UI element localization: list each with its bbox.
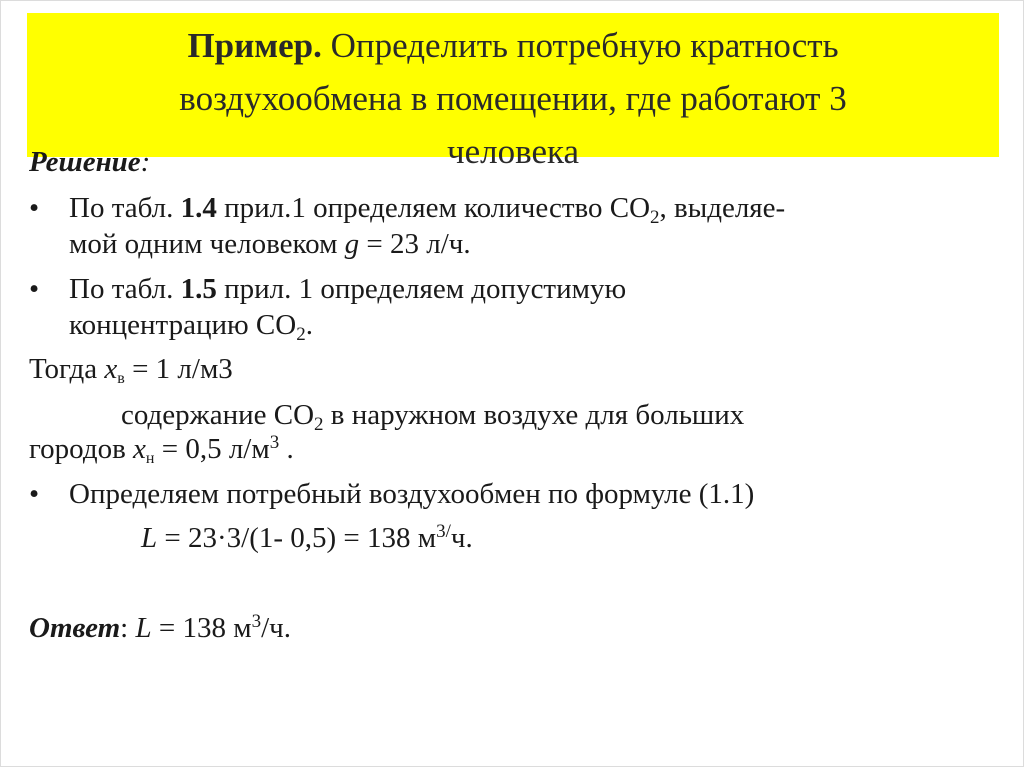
text: ч. [450, 522, 473, 554]
table-ref: 1.5 [180, 273, 217, 305]
bullet-1-line-2 [69, 227, 471, 261]
bullet-marker: • [29, 478, 40, 510]
bullet-2-line-1 [69, 272, 626, 306]
subscript: н [145, 450, 155, 467]
superscript: 3 [269, 432, 280, 453]
text: По табл. [69, 273, 181, 305]
formula [141, 521, 473, 555]
bullet-1 [29, 191, 39, 225]
solution-heading [29, 145, 150, 179]
text: : [120, 612, 136, 644]
title-line-1 [43, 19, 983, 72]
bullet-marker: • [29, 192, 40, 224]
superscript: 3/ [436, 521, 451, 542]
answer [29, 611, 291, 645]
title-bold: Пример. [187, 26, 322, 65]
variable-x: x [133, 433, 146, 465]
text: = 0,5 л/м [154, 433, 270, 465]
superscript: 3 [251, 611, 262, 632]
content-line-1 [121, 398, 745, 435]
text: прил.1 определяем количество СО [216, 192, 651, 224]
text: . [305, 309, 313, 341]
answer-label: Ответ [29, 612, 121, 644]
bullet-1-line-1 [69, 191, 786, 228]
subscript: в [117, 370, 125, 387]
text: мой одним человеком [69, 228, 345, 260]
title-line-2: воздухообмена в помещении, где работают 3 [179, 79, 847, 118]
title-line-3: человека [447, 132, 579, 171]
bullet-2-line-2 [69, 308, 313, 345]
subscript: 2 [296, 324, 306, 345]
text: . [279, 433, 294, 465]
solution-colon: : [140, 146, 151, 178]
then-line [29, 352, 233, 386]
text: = 1 л/м3 [124, 353, 233, 385]
variable-x: x [104, 353, 118, 385]
title-line-1-text: Определить потребную кратность [321, 26, 839, 65]
text: По табл. [69, 192, 181, 224]
text: /ч. [261, 612, 291, 644]
text: , выделяе- [659, 192, 786, 224]
solution-label: Решение [29, 146, 141, 178]
subscript: 2 [314, 414, 324, 435]
text: Тогда [29, 353, 105, 385]
variable-L: L [141, 522, 158, 554]
bullet-3-line-1 [69, 477, 754, 511]
text: в наружном воздухе для больших [323, 399, 745, 431]
text: содержание СО [121, 399, 315, 431]
table-ref: 1.4 [180, 192, 217, 224]
bullet-marker: • [29, 273, 40, 305]
subscript: 2 [650, 207, 660, 228]
text: = 23 л/ч. [359, 228, 471, 260]
text: прил. 1 определяем допустимую [216, 273, 627, 305]
bullet-3 [29, 477, 39, 511]
text: = 138 м [151, 612, 252, 644]
variable-L: L [135, 612, 152, 644]
text: городов [29, 433, 134, 465]
text: = 23·3/(1- 0,5) = 138 м [157, 522, 437, 554]
bullet-2 [29, 272, 39, 306]
text: Определяем потребный воздухообмен по формуле (1.1) [69, 478, 755, 510]
text: концентрацию СО [69, 309, 297, 341]
variable-g: g [344, 228, 360, 260]
content-line-2 [29, 432, 294, 466]
